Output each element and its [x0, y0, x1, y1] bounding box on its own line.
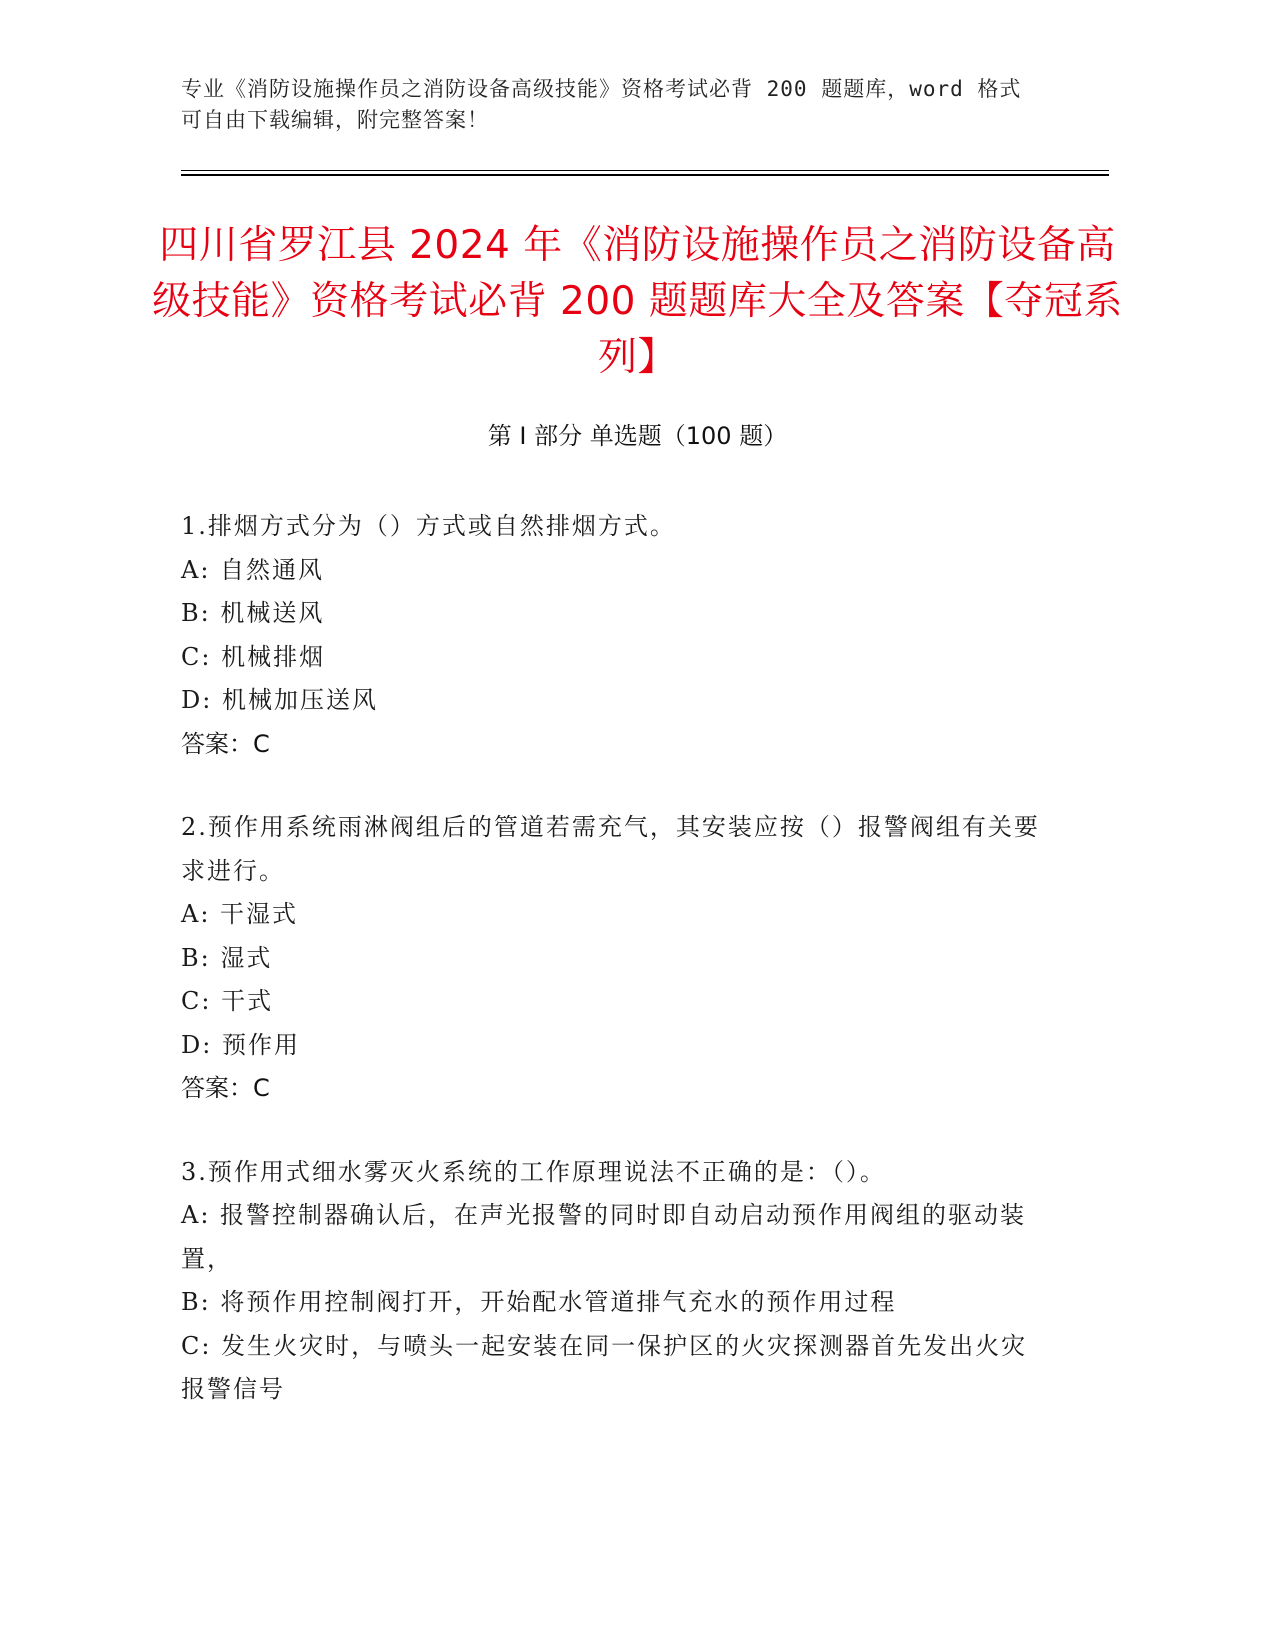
- option-a: A: 干湿式: [181, 900, 299, 928]
- option-b: B: 机械送风: [181, 599, 325, 627]
- header-note: 专业《消防设施操作员之消防设备高级技能》资格考试必背 200 题题库，word 格式可自由下载编辑，附完整答案！: [181, 77, 1022, 132]
- option-c: C: 机械排烟: [181, 642, 326, 671]
- option-b: B: 将预作用控制阀打开，开始配水管道排气充水的预作用过程: [181, 1288, 897, 1316]
- header-rule-thick: [181, 174, 1109, 176]
- question-stem: 3.预作用式细水雾灭火系统的工作原理说法不正确的是：（）。: [181, 1157, 886, 1186]
- option-c: C: 发生火灾时，与喷头一起安装在同一保护区的火灾探测器首先发出火灾报警信号: [181, 1331, 1028, 1403]
- question-stem: 1.排烟方式分为（）方式或自然排烟方式。: [181, 512, 676, 540]
- document-title: 四川省罗江县 2024 年《消防设施操作员之消防设备高级技能》资格考试必背 200 题题库大全及答案【夺冠系列】: [152, 223, 1123, 380]
- question-3: [181, 1151, 1041, 1412]
- option-b: B: 湿式: [181, 943, 273, 972]
- answer: 答案：C: [181, 1074, 270, 1102]
- answer: 答案：C: [181, 729, 270, 758]
- question-stem: 2.预作用系统雨淋阀组后的管道若需充气，其安装应按（）报警阀组有关要求进行。: [181, 813, 1040, 885]
- option-a: A: 自然通风: [181, 555, 325, 584]
- question-list: [181, 505, 1041, 1452]
- option-d: D: 预作用: [181, 1030, 300, 1059]
- section-title: 第 I 部分 单选题（100 题）: [487, 422, 788, 450]
- header-rule-thin: [181, 170, 1109, 171]
- question-1: [181, 505, 1041, 766]
- option-d: D: 机械加压送风: [181, 686, 378, 714]
- option-c: C: 干式: [181, 987, 274, 1015]
- option-a: A: 报警控制器确认后，在声光报警的同时即自动启动预作用阀组的驱动装置，: [181, 1201, 1027, 1273]
- question-2: [181, 806, 1041, 1111]
